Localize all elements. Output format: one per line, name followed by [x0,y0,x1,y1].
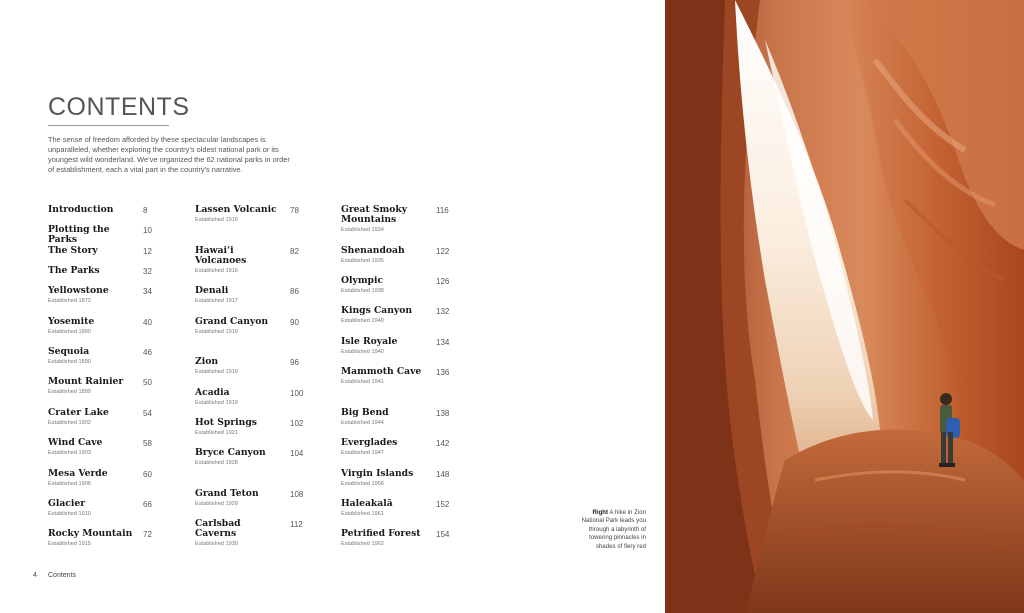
toc-entry-page: 132 [436,307,450,317]
toc-entry-established: Established 1940 [341,318,384,325]
toc-entry[interactable] [341,408,466,426]
toc-entry-page: 108 [290,490,304,499]
toc-entry[interactable] [341,276,466,294]
toc-entry-established: Established 1903 [48,450,91,457]
toc-entry-title: Petrified Forest [341,528,421,540]
toc-entry[interactable] [341,438,466,456]
toc-entry-title: Isle Royale [341,335,398,347]
toc-entry-established: Established 1902 [48,419,91,426]
toc-entry-title: Everglades [341,437,398,449]
toc-entry-established: Established 1935 [341,257,384,264]
photo-caption [573,509,646,551]
toc-entry-title: Mount Rainier [48,376,124,388]
zion-slot-canyon-image [665,0,1024,613]
toc-entry[interactable] [195,286,320,304]
toc-entry-established: Established 1944 [341,419,384,426]
toc-entry-page: 96 [290,358,299,368]
contents-title: CONTENTS [48,93,190,121]
toc-entry[interactable] [195,357,320,375]
toc-entry-title: Zion [195,356,219,368]
toc-entry-title: The Story [48,244,98,256]
toc-entry-title: Shenandoah [341,244,405,256]
toc-entry[interactable] [48,266,173,276]
toc-entry-page: 54 [143,408,152,418]
toc-entry-page: 134 [436,337,450,347]
toc-entry-established: Established 1921 [195,430,238,436]
toc-entry-page: 46 [143,348,152,357]
toc-entry[interactable] [341,306,466,324]
toc-entry-title: Yosemite [48,315,95,327]
toc-entry-established: Established 1916 [195,267,238,274]
toc-entry-established: Established 1919 [195,399,238,406]
toc-entry[interactable] [48,225,173,245]
toc-entry-established: Established 1941 [341,379,384,386]
toc-entry-established: Established 1956 [341,480,384,487]
toc-entry[interactable] [48,499,173,517]
toc-entry[interactable] [195,317,320,335]
folio-section-label: Contents [48,572,77,579]
toc-entry-established: Established 1962 [341,541,384,548]
toc-entry-established: Established 1928 [195,460,238,467]
toc-entry-page: 102 [290,419,304,428]
toc-entry-established: Established 1919 [195,369,238,376]
toc-entry-title: Big Bend [341,406,389,418]
toc-entry-page: 78 [290,206,299,215]
toc-entry[interactable] [48,347,173,365]
toc-entry-title: Virgin Islands [341,467,414,479]
toc-entry-title: Wind Cave [48,437,103,449]
toc-entry-page: 86 [290,287,299,297]
toc-entry[interactable] [195,489,320,507]
toc-entry[interactable] [48,529,173,547]
toc-entry-page: 10 [143,226,152,236]
title-underline [48,125,169,126]
toc-entry-established: Established 1947 [341,450,384,457]
intro-paragraph: The sense of freedom afforded by these spectacular landscapes is unparalleled, whether exploring the country’s oldest national park or its youngest wild wonderland. We’ve organized the 62 national parks in order of establishment, each a vital part in the country’s narrative. [48,135,290,174]
toc-entry-title: Carlsbad Caverns [195,518,241,540]
toc-entry-title: Great Smoky Mountains [341,204,408,225]
toc-entry-title: Mesa Verde [48,467,108,479]
toc-entry-established: Established 1929 [195,501,238,507]
toc-entry-page: 136 [436,368,450,378]
toc-entry-established: Established 1890 [48,328,91,335]
toc-entry[interactable] [48,317,173,335]
toc-entry-title: The Parks [48,264,100,276]
toc-entry-established: Established 1938 [341,288,384,294]
toc-entry-page: 116 [436,206,449,215]
toc-entry-title: Olympic [341,275,384,286]
toc-entry[interactable] [195,205,320,223]
toc-entry[interactable] [48,246,173,256]
toc-entry-established: Established 1910 [48,511,91,517]
folio-page-number: 4 [33,572,37,579]
toc-entry[interactable] [341,337,466,355]
toc-entry-established: Established 1915 [48,541,91,548]
toc-entry-established: Established 1940 [341,348,384,355]
toc-entry[interactable] [341,529,466,547]
toc-entry[interactable] [48,408,173,426]
toc-entry[interactable] [48,469,173,487]
toc-entry-title: Hawai‘i Volcanoes [195,244,247,266]
caption-text: A hike in Zion National Park leads you through a labyrinth of towering pinnacles in shades of fiery red [581,509,646,550]
toc-entry-page: 60 [143,469,152,479]
toc-entry-page: 142 [436,439,450,449]
toc-entry[interactable] [195,246,320,274]
toc-entry[interactable] [195,519,320,547]
toc-entry-title: Haleakalā [341,498,393,509]
toc-entry-page: 34 [143,287,152,297]
toc-entry-page: 66 [143,500,152,509]
toc-entry-established: Established 1961 [341,511,384,517]
toc-entry-page: 90 [290,317,299,327]
toc-entry-established: Established 1906 [48,480,91,487]
toc-entry-title: Yellowstone [48,285,109,297]
toc-entry-title: Introduction [48,204,114,215]
toc-entry-page: 126 [436,277,450,286]
toc-entry-title: Kings Canyon [341,305,413,317]
toc-entry-title: Hot Springs [195,417,257,428]
toc-entry-established: Established 1890 [48,359,91,365]
toc-entry-page: 58 [143,439,152,449]
toc-entry-title: Sequoia [48,346,90,357]
toc-entry-title: Grand Canyon [195,315,269,327]
toc-entry-title: Mammoth Cave [341,366,422,378]
toc-entry-page: 100 [290,388,304,398]
toc-entry[interactable] [48,286,173,304]
toc-entry[interactable] [341,367,466,385]
toc-entry-page: 112 [290,520,303,530]
toc-entry-title: Lassen Volcanic [195,204,277,215]
toc-entry-title: Acadia [195,386,230,398]
toc-entry-title: Bryce Canyon [195,447,266,459]
toc-entry[interactable] [48,438,173,456]
toc-entry[interactable] [341,246,466,264]
toc-entry-established: Established 1916 [195,217,238,223]
toc-entry-established: Established 1899 [48,389,91,396]
toc-entry-title: Plotting the Parks [48,224,110,246]
toc-entry[interactable] [341,469,466,487]
toc-entry[interactable] [341,205,466,233]
toc-entry[interactable] [341,499,466,517]
toc-entry-page: 12 [143,246,152,256]
toc-entry-page: 50 [143,378,152,388]
toc-entry-page: 32 [143,266,152,276]
toc-entry-established: Established 1930 [195,541,238,548]
toc-entry-page: 154 [436,530,450,540]
toc-entry-page: 72 [143,530,152,540]
toc-entry-page: 40 [143,317,152,327]
toc-entry-established: Established 1919 [195,328,238,335]
toc-entry-title: Denali [195,285,229,297]
toc-entry-page: 104 [290,449,304,459]
toc-entry-page: 82 [290,246,299,256]
toc-entry-established: Established 1872 [48,298,91,305]
toc-entry-established: Established 1934 [341,227,384,233]
toc-entry-page: 152 [436,500,450,509]
toc-entry-page: 8 [143,206,148,215]
toc-entry[interactable] [48,205,173,215]
canyon-photo [665,0,1024,613]
toc-entry[interactable] [195,418,320,436]
toc-entry-page: 138 [436,408,450,418]
toc-entry-title: Grand Teton [195,488,259,499]
toc-entry-established: Established 1917 [195,298,238,305]
toc-entry-page: 148 [436,469,450,479]
toc-entry-page: 122 [436,246,450,256]
toc-entry[interactable] [48,377,173,395]
toc-entry-title: Glacier [48,498,86,509]
toc-entry[interactable] [195,448,320,466]
toc-entry-title: Rocky Mountain [48,528,133,540]
caption-lead: Right [592,509,609,516]
toc-entry-title: Crater Lake [48,406,109,418]
toc-entry[interactable] [195,388,320,406]
